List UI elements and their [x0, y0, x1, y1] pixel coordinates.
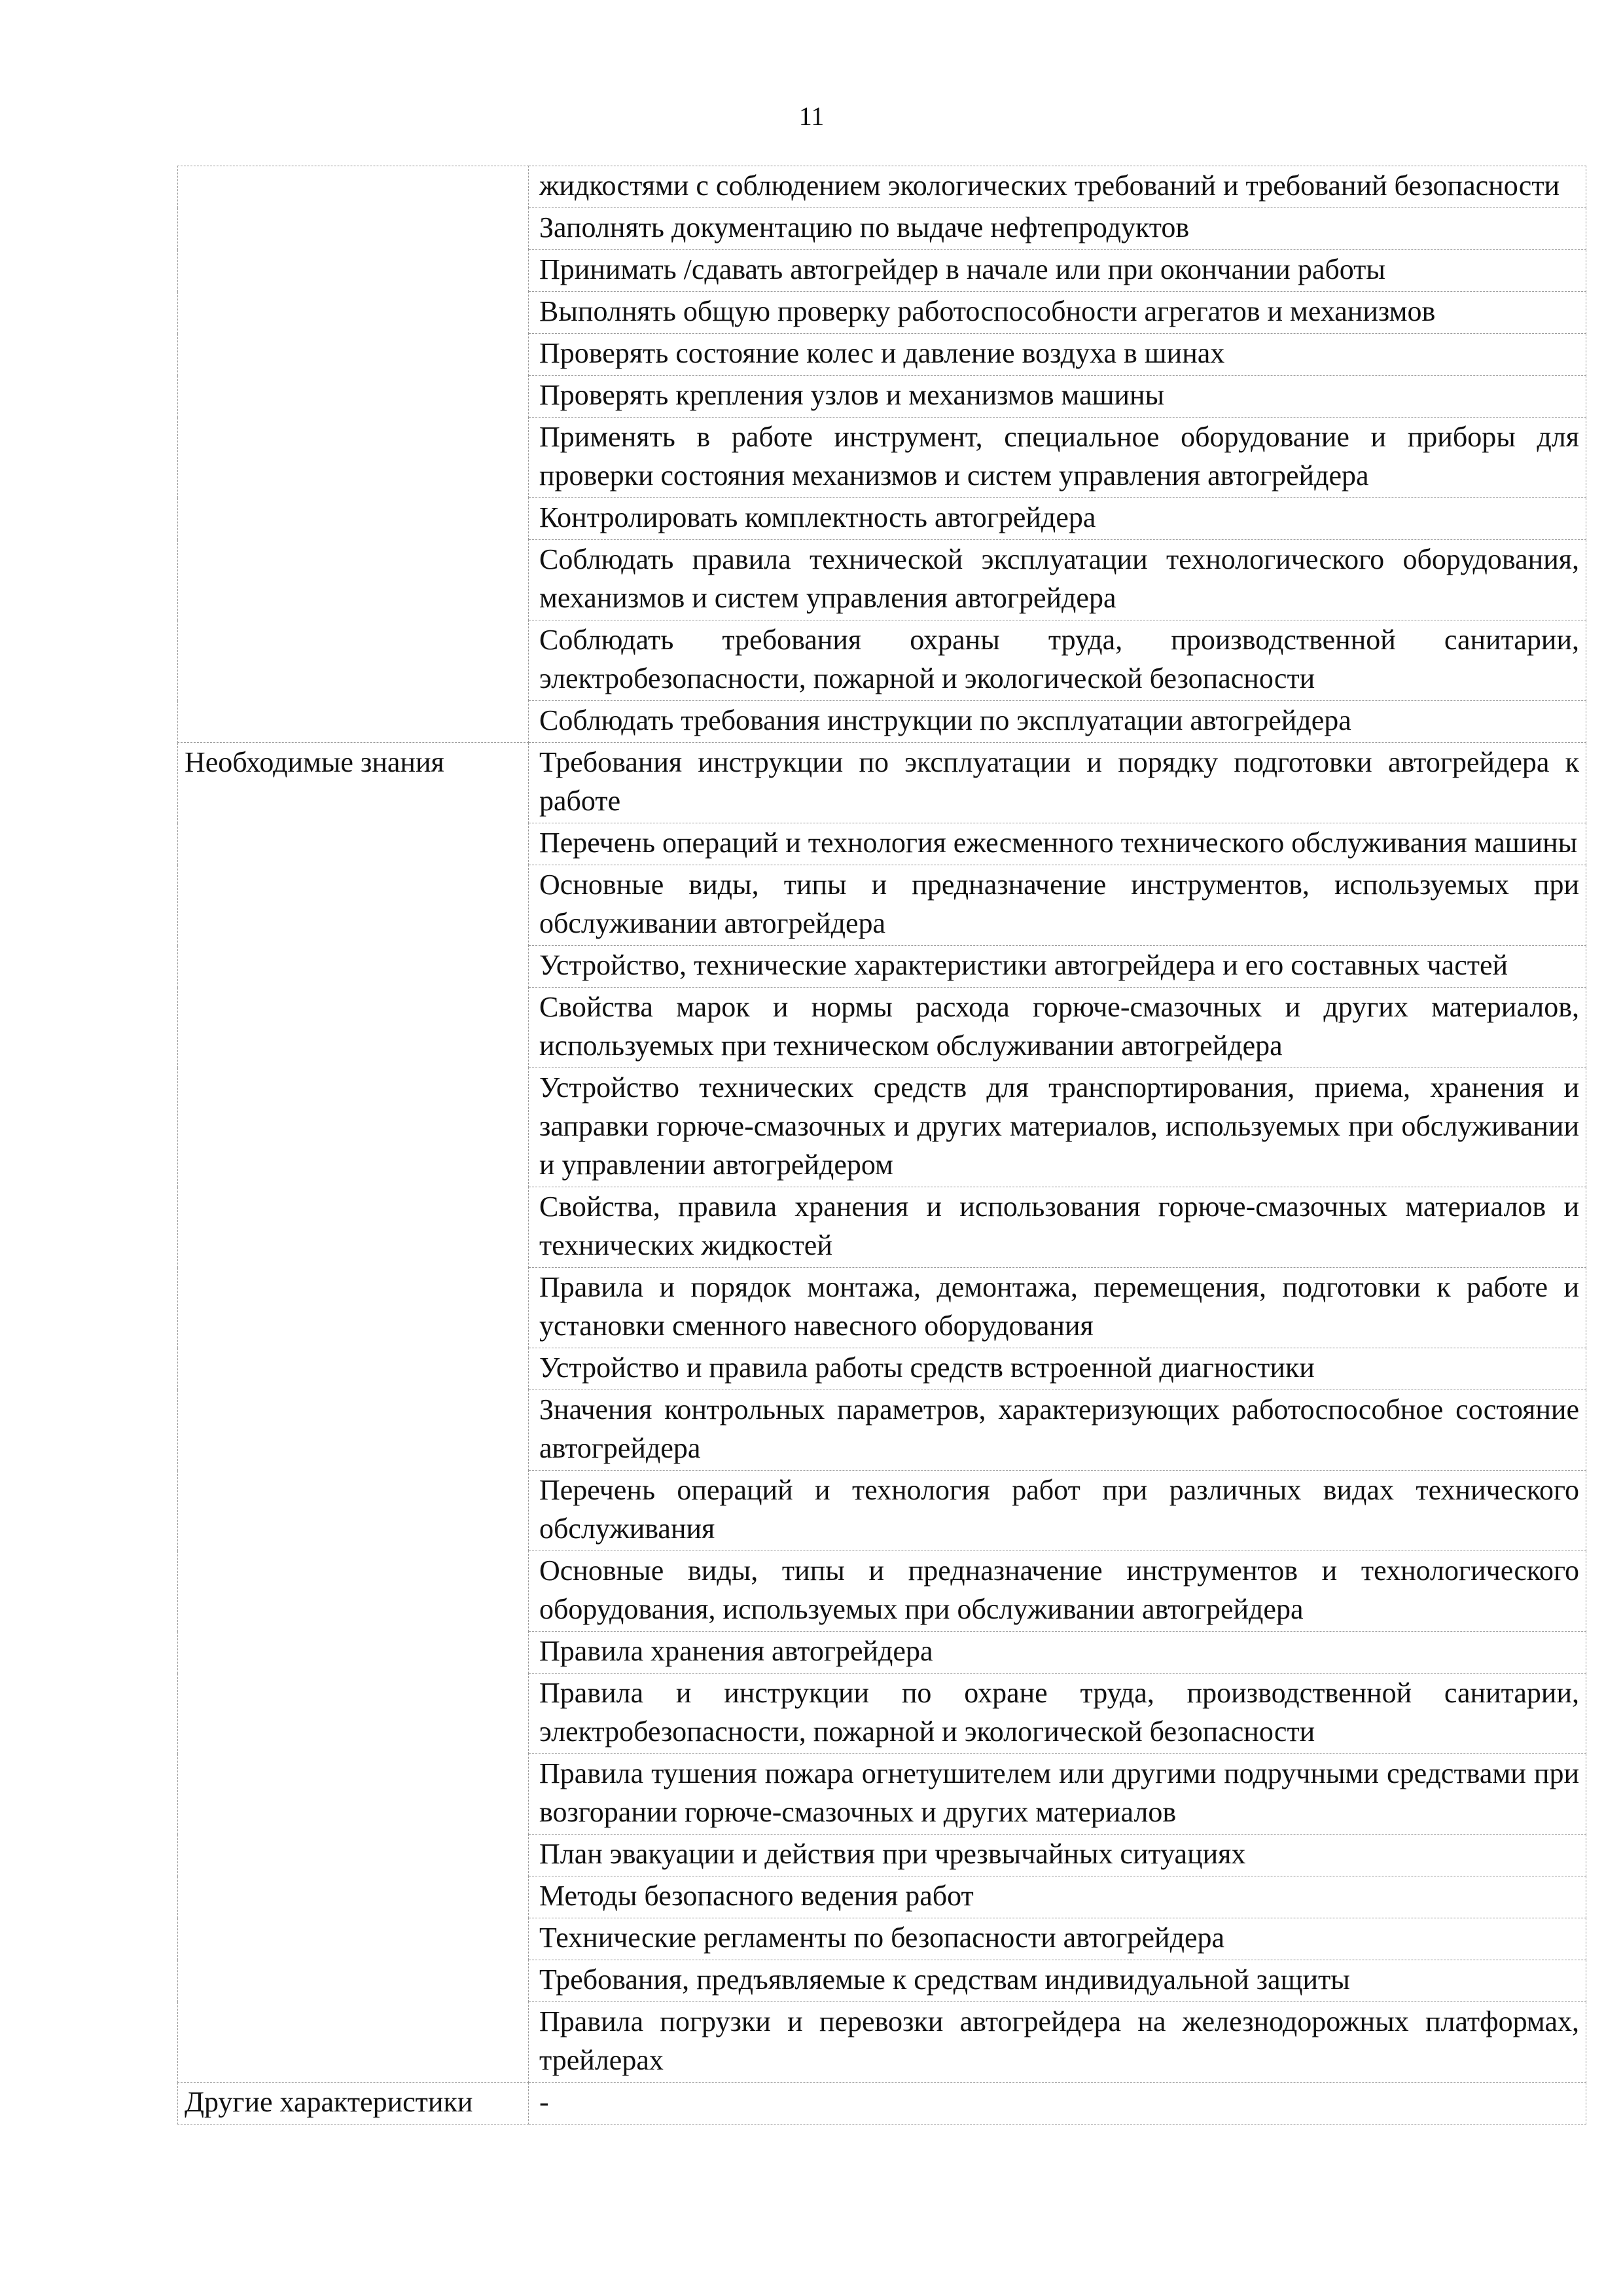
table-row [178, 2083, 1586, 2125]
knowledge-item: Правила погрузки и перевозки автогрейдера на железнодорожных платформах, трейлерах [529, 2002, 1586, 2083]
other-label: Другие характеристики [178, 2083, 529, 2125]
skill-item: жидкостями с соблюдением экологических требований и требований безопасности [529, 166, 1586, 208]
skills-label-cell [178, 166, 529, 743]
knowledge-item: Правила хранения автогрейдера [529, 1632, 1586, 1674]
knowledge-item: Основные виды, типы и предназначение инструментов и технологического оборудования, используемых при обслуживании автогрейдера [529, 1551, 1586, 1632]
knowledge-item: Перечень операций и технология ежесменного технического обслуживания машины [529, 823, 1586, 865]
skill-item: Проверять состояние колес и давление воздуха в шинах [529, 334, 1586, 376]
knowledge-item: Перечень операций и технология работ при различных видах технического обслуживания [529, 1471, 1586, 1551]
knowledge-item: Устройство технических средств для транспортирования, приема, хранения и заправки горюче-смазочных и других материалов, используемых при обслуживании и управлении автогрейдером [529, 1068, 1586, 1187]
skill-item: Применять в работе инструмент, специальное оборудование и приборы для проверки состояния механизмов и систем управления автогрейдера [529, 418, 1586, 498]
knowledge-item: Устройство, технические характеристики автогрейдера и его составных частей [529, 946, 1586, 988]
knowledge-item: Основные виды, типы и предназначение инструментов, используемых при обслуживании автогрейдера [529, 865, 1586, 946]
skill-item: Контролировать комплектность автогрейдера [529, 498, 1586, 540]
knowledge-item: Методы безопасного ведения работ [529, 1876, 1586, 1918]
knowledge-item: Правила и порядок монтажа, демонтажа, перемещения, подготовки к работе и установки сменного навесного оборудования [529, 1268, 1586, 1348]
skill-item: Соблюдать требования инструкции по эксплуатации автогрейдера [529, 701, 1586, 743]
table-row [178, 166, 1586, 208]
competency-table [177, 166, 1586, 2125]
other-value: - [529, 2083, 1586, 2125]
knowledge-item: План эвакуации и действия при чрезвычайных ситуациях [529, 1835, 1586, 1876]
page-number: 11 [798, 101, 825, 131]
knowledge-item: Свойства марок и нормы расхода горюче-смазочных и других материалов, используемых при техническом обслуживании автогрейдера [529, 988, 1586, 1068]
skill-item: Принимать /сдавать автогрейдер в начале или при окончании работы [529, 250, 1586, 292]
table-row [178, 743, 1586, 823]
knowledge-item: Устройство и правила работы средств встроенной диагностики [529, 1348, 1586, 1390]
skill-item: Проверять крепления узлов и механизмов машины [529, 376, 1586, 418]
skill-item: Соблюдать правила технической эксплуатации технологического оборудования, механизмов и систем управления автогрейдера [529, 540, 1586, 620]
skill-item: Соблюдать требования охраны труда, производственной санитарии, электробезопасности, пожарной и экологической безопасности [529, 620, 1586, 701]
knowledge-item: Правила тушения пожара огнетушителем или другими подручными средствами при возгорании горюче-смазочных и других материалов [529, 1754, 1586, 1835]
knowledge-item: Значения контрольных параметров, характеризующих работоспособное состояние автогрейдера [529, 1390, 1586, 1471]
knowledge-item: Требования, предъявляемые к средствам индивидуальной защиты [529, 1960, 1586, 2002]
knowledge-item: Технические регламенты по безопасности автогрейдера [529, 1918, 1586, 1960]
knowledge-item: Свойства, правила хранения и использования горюче-смазочных материалов и технических жидкостей [529, 1187, 1586, 1268]
knowledge-item: Требования инструкции по эксплуатации и порядку подготовки автогрейдера к работе [529, 743, 1586, 823]
skill-item: Заполнять документацию по выдаче нефтепродуктов [529, 208, 1586, 250]
knowledge-label: Необходимые знания [178, 743, 529, 2083]
skill-item: Выполнять общую проверку работоспособности агрегатов и механизмов [529, 292, 1586, 334]
knowledge-item: Правила и инструкции по охране труда, производственной санитарии, электробезопасности, пожарной и экологической безопасности [529, 1674, 1586, 1754]
